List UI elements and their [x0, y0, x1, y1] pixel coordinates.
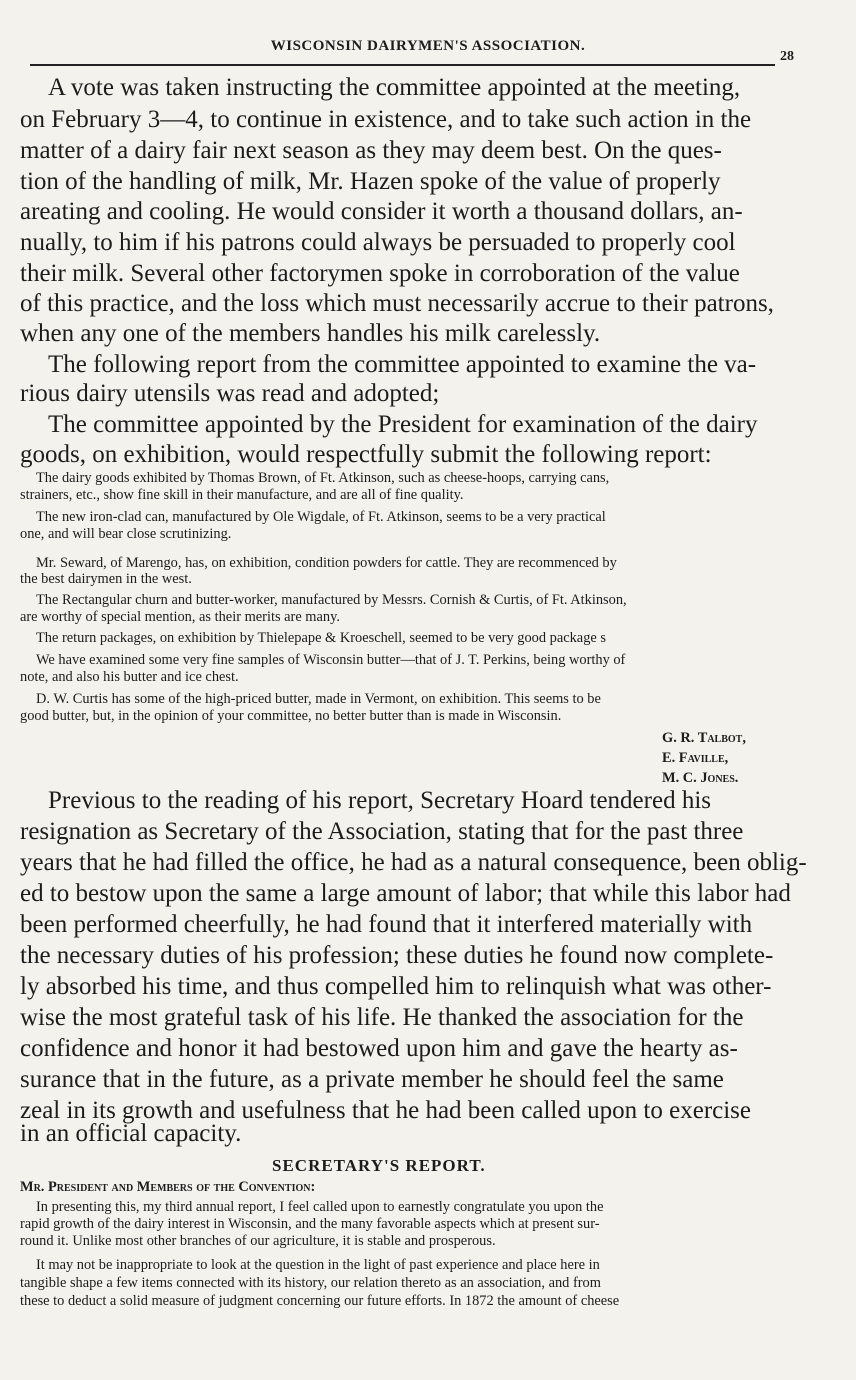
para4-line: years that he had filled the office, he had as a natural consequence, been oblig-: [20, 849, 807, 876]
para4-line: ly absorbed his time, and thus compelled him to relinquish what was other-: [20, 973, 772, 1000]
para4-line: wise the most grateful task of his life. He thanked the association for the: [20, 1004, 744, 1031]
para1-line: on February 3—4, to continue in existence, and to take such action in the: [20, 106, 752, 133]
para4-line: the necessary duties of his profession; these duties he found now complete-: [20, 942, 774, 969]
report-line: The dairy goods exhibited by Thomas Brown, of Ft. Atkinson, such as cheese-hoops, carrying cans,: [36, 470, 610, 486]
para4-line: surance that in the future, as a private member he should feel the same: [20, 1066, 724, 1093]
para4-line: zeal in its growth and usefulness that he had been called upon to exercise: [20, 1097, 752, 1124]
salutation: Mr. President and Members of the Convention:: [20, 1179, 316, 1195]
signature-talbot: G. R. Talbot,: [662, 730, 746, 746]
secretary-report-line: tangible shape a few items connected with its history, our relation thereto as an association, and from: [20, 1275, 601, 1291]
report-line: one, and will bear close scrutinizing.: [20, 526, 232, 542]
para1-line: areating and cooling. He would consider it worth a thousand dollars, an-: [20, 198, 743, 225]
para1-line: when any one of the members handles his milk carelessly.: [20, 320, 601, 347]
para1-line: tion of the handling of milk, Mr. Hazen spoke of the value of properly: [20, 168, 721, 195]
report-line: D. W. Curtis has some of the high-priced butter, made in Vermont, on exhibition. This seems to be: [36, 691, 601, 707]
para1-line: A vote was taken instructing the committee appointed at the meeting,: [48, 74, 741, 101]
para4-line: been performed cheerfully, he had found that it interfered materially with: [20, 911, 753, 938]
para4-line: confidence and honor it had bestowed upon him and gave the hearty as-: [20, 1035, 738, 1062]
report-line: The return packages, on exhibition by Thielepape & Kroeschell, seemed to be very good package s: [36, 630, 606, 646]
para4-line: in an official capacity.: [20, 1120, 242, 1147]
page-number: 28: [780, 49, 794, 64]
report-line: the best dairymen in the west.: [20, 571, 192, 587]
secretary-report-line: It may not be inappropriate to look at the question in the light of past experience and place here in: [36, 1257, 600, 1273]
secretary-report-line: In presenting this, my third annual report, I feel called upon to earnestly congratulate you upon the: [36, 1199, 604, 1215]
para4-line: ed to bestow upon the same a large amount of labor; that while this labor had: [20, 880, 791, 907]
running-header: WISCONSIN DAIRYMEN'S ASSOCIATION.: [270, 38, 586, 54]
report-line: The new iron-clad can, manufactured by Ole Wigdale, of Ft. Atkinson, seems to be a very practical: [36, 509, 606, 525]
section-heading: SECRETARY'S REPORT.: [272, 1156, 486, 1175]
secretary-report-line: round it. Unlike most other branches of our agriculture, it is stable and prosperous.: [20, 1233, 496, 1249]
para1-line: nually, to him if his patrons could always be persuaded to properly cool: [20, 229, 736, 256]
para4-line: resignation as Secretary of the Association, stating that for the past three: [20, 818, 744, 845]
para1-line: of this practice, and the loss which must necessarily accrue to their patrons,: [20, 290, 774, 317]
signature-faville: E. Faville,: [662, 750, 729, 766]
para4-line: Previous to the reading of his report, Secretary Hoard tendered his: [48, 787, 711, 814]
header-rule: [30, 64, 775, 66]
report-line: are worthy of special mention, as their merits are many.: [20, 609, 340, 625]
report-line: The Rectangular churn and butter-worker, manufactured by Messrs. Cornish & Curtis, of Ft. Atkinson,: [36, 592, 627, 608]
report-line: strainers, etc., show fine skill in their manufacture, and are all of fine quality.: [20, 487, 464, 503]
para3-line: goods, on exhibition, would respectfully submit the following report:: [20, 441, 712, 468]
report-line: Mr. Seward, of Marengo, has, on exhibition, condition powders for cattle. They are recommenced by: [36, 555, 617, 571]
para1-line: their milk. Several other factorymen spoke in corroboration of the value: [20, 260, 740, 287]
report-line: note, and also his butter and ice chest.: [20, 669, 239, 685]
para3-line: The committee appointed by the President for examination of the dairy: [48, 411, 758, 438]
para1-line: matter of a dairy fair next season as they may deem best. On the ques-: [20, 137, 722, 164]
report-line: We have examined some very fine samples of Wisconsin butter—that of J. T. Perkins, being worthy of: [36, 652, 626, 668]
secretary-report-line: rapid growth of the dairy interest in Wisconsin, and the many favorable aspects which at present sur-: [20, 1216, 600, 1232]
para2-line: rious dairy utensils was read and adopted;: [20, 380, 440, 407]
secretary-report-line: these to deduct a solid measure of judgment concerning our future efforts. In 1872 the amount of cheese: [20, 1293, 620, 1309]
report-line: good butter, but, in the opinion of your committee, no better butter than is made in Wisconsin.: [20, 708, 562, 724]
para2-line: The following report from the committee appointed to examine the va-: [48, 351, 757, 378]
signature-jones: M. C. Jones.: [662, 770, 739, 786]
